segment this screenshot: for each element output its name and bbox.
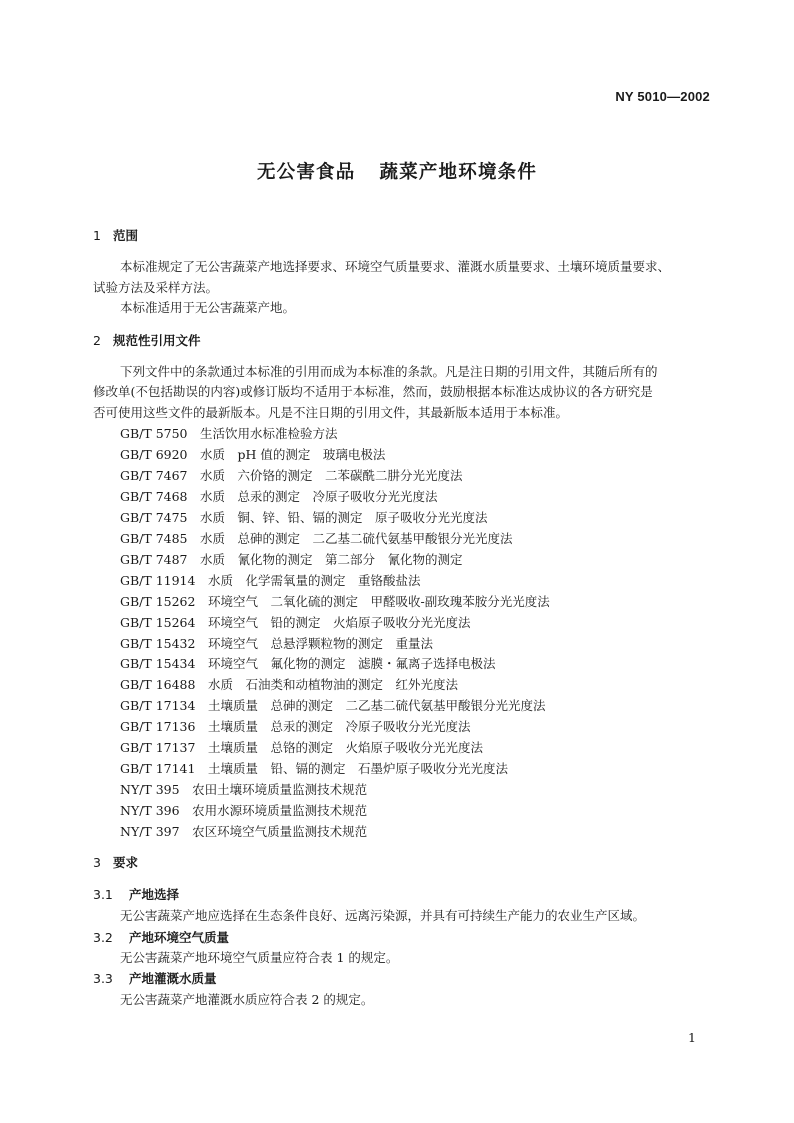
reference-code: GB/T 17134 bbox=[120, 698, 196, 714]
subsection-title: 产地灌溉水质量 bbox=[129, 971, 217, 986]
reference-title: 水质 铜、锌、铅、镉的测定 原子吸收分光光度法 bbox=[200, 509, 488, 525]
reference-code: GB/T 7485 bbox=[120, 530, 188, 546]
reference-item bbox=[120, 801, 367, 819]
standard-code: NY 5010—2002 bbox=[615, 89, 710, 104]
reference-code: GB/T 7467 bbox=[120, 467, 188, 483]
paragraph-line: 本标准规定了无公害蔬菜产地选择要求、环境空气质量要求、灌溉水质量要求、土壤环境质量要求、 bbox=[120, 259, 671, 274]
reference-title: 水质 氰化物的测定 第二部分 氰化物的测定 bbox=[200, 551, 463, 567]
reference-item bbox=[120, 822, 367, 840]
reference-item bbox=[120, 759, 508, 777]
reference-code: NY/T 395 bbox=[120, 782, 180, 798]
reference-title: 环境空气 二氧化硫的测定 甲醛吸收-副玫瑰苯胺分光光度法 bbox=[207, 593, 550, 609]
subsection-title: 产地选择 bbox=[129, 887, 180, 902]
document-title-part1: 无公害食品 bbox=[256, 162, 356, 183]
reference-code: GB/T 16488 bbox=[120, 677, 196, 693]
section-title: 规范性引用文件 bbox=[113, 333, 201, 348]
reference-title: 农用水源环境质量监测技术规范 bbox=[192, 803, 368, 819]
subsection-3-3-heading bbox=[93, 969, 217, 987]
subsection-3-1-heading bbox=[93, 885, 179, 903]
document-title-part2: 蔬菜产地环境条件 bbox=[379, 162, 538, 183]
reference-item bbox=[120, 634, 433, 652]
reference-code: GB/T 7468 bbox=[120, 488, 188, 504]
subsection-title: 产地环境空气质量 bbox=[129, 930, 230, 945]
reference-title: 水质 石油类和动植物油的测定 红外光度法 bbox=[207, 677, 458, 693]
reference-code: GB/T 6920 bbox=[120, 446, 188, 462]
reference-code: GB/T 15264 bbox=[120, 614, 196, 630]
section-3-heading bbox=[93, 853, 138, 871]
subsection-3-2-heading bbox=[93, 928, 229, 946]
reference-title: 农区环境空气质量监测技术规范 bbox=[192, 824, 368, 840]
reference-title: 农田土壤环境质量监测技术规范 bbox=[192, 782, 368, 798]
reference-code: GB/T 15262 bbox=[120, 593, 196, 609]
paragraph-line: 试验方法及采样方法。 bbox=[93, 280, 219, 295]
reference-item bbox=[120, 738, 483, 756]
reference-code: GB/T 7487 bbox=[120, 551, 188, 567]
reference-code: NY/T 396 bbox=[120, 803, 180, 819]
section-title: 范围 bbox=[113, 228, 139, 243]
reference-code: GB/T 11914 bbox=[120, 572, 196, 588]
reference-title: 土壤质量 总铬的测定 火焰原子吸收分光光度法 bbox=[207, 740, 483, 756]
paragraph-line: 无公害蔬菜产地环境空气质量应符合表 1 的规定。 bbox=[120, 950, 399, 965]
reference-item bbox=[120, 529, 513, 547]
document-title bbox=[0, 158, 794, 184]
section-2-heading bbox=[93, 331, 201, 349]
reference-item bbox=[120, 696, 545, 714]
reference-code: GB/T 15432 bbox=[120, 635, 196, 651]
reference-item bbox=[120, 717, 470, 735]
reference-code: GB/T 5750 bbox=[120, 426, 188, 441]
reference-title: 水质 总砷的测定 二乙基二硫代氨基甲酸银分光光度法 bbox=[200, 530, 513, 546]
reference-code: GB/T 7475 bbox=[120, 509, 188, 525]
reference-title: 土壤质量 总砷的测定 二乙基二硫代氨基甲酸银分光光度法 bbox=[207, 698, 546, 714]
reference-item bbox=[120, 592, 550, 610]
section-title: 要求 bbox=[113, 855, 139, 870]
page-number: 1 bbox=[688, 1030, 696, 1045]
reference-item bbox=[120, 487, 438, 505]
reference-item bbox=[120, 613, 470, 631]
reference-item bbox=[120, 445, 385, 463]
reference-title: 环境空气 铅的测定 火焰原子吸收分光光度法 bbox=[207, 614, 471, 630]
reference-title: 水质 总汞的测定 冷原子吸收分光光度法 bbox=[200, 488, 438, 504]
section-1-heading bbox=[93, 226, 138, 244]
subsection-number: 3.1 bbox=[93, 887, 113, 902]
reference-item bbox=[120, 780, 367, 798]
reference-code: GB/T 15434 bbox=[120, 656, 196, 672]
reference-item bbox=[120, 508, 488, 526]
paragraph-line: 无公害蔬菜产地应选择在生态条件良好、远离污染源，并具有可持续生产能力的农业生产区域。 bbox=[120, 908, 646, 923]
reference-title: 水质 化学需氧量的测定 重铬酸盐法 bbox=[207, 572, 421, 588]
reference-item bbox=[120, 654, 495, 672]
reference-title: 土壤质量 总汞的测定 冷原子吸收分光光度法 bbox=[207, 719, 471, 735]
paragraph-line: 无公害蔬菜产地灌溉水质应符合表 2 的规定。 bbox=[120, 992, 374, 1007]
paragraph-line: 本标准适用于无公害蔬菜产地。 bbox=[120, 300, 296, 315]
subsection-number: 3.2 bbox=[93, 930, 113, 945]
reference-title: 环境空气 氟化物的测定 滤膜・氟离子选择电极法 bbox=[207, 656, 496, 672]
reference-item bbox=[120, 424, 338, 442]
reference-item bbox=[120, 571, 420, 589]
reference-title: 水质 pH 值的测定 玻璃电极法 bbox=[200, 446, 386, 462]
section-number: 2 bbox=[93, 333, 101, 348]
section-number: 3 bbox=[93, 855, 101, 870]
paragraph-line: 下列文件中的条款通过本标准的引用而成为本标准的条款。凡是注日期的引用文件，其随后所有的 bbox=[120, 364, 658, 379]
reference-title: 生活饮用水标准检验方法 bbox=[200, 426, 338, 441]
reference-item bbox=[120, 466, 463, 484]
reference-title: 土壤质量 铅、镉的测定 石墨炉原子吸收分光光度法 bbox=[207, 761, 508, 777]
reference-item bbox=[120, 675, 458, 693]
paragraph-line: 修改单(不包括勘误的内容)或修订版均不适用于本标准，然而，鼓励根据本标准达成协议的各方研究是 bbox=[93, 384, 653, 399]
section-number: 1 bbox=[93, 228, 101, 243]
reference-code: GB/T 17141 bbox=[120, 761, 196, 777]
reference-code: GB/T 17136 bbox=[120, 719, 196, 735]
reference-item bbox=[120, 550, 463, 568]
reference-code: GB/T 17137 bbox=[120, 740, 196, 756]
subsection-number: 3.3 bbox=[93, 971, 113, 986]
paragraph-line: 否可使用这些文件的最新版本。凡是不注日期的引用文件，其最新版本适用于本标准。 bbox=[93, 405, 569, 420]
reference-code: NY/T 397 bbox=[120, 824, 180, 840]
reference-title: 水质 六价铬的测定 二苯碳酰二肼分光光度法 bbox=[200, 467, 463, 483]
reference-title: 环境空气 总悬浮颗粒物的测定 重量法 bbox=[207, 635, 433, 651]
